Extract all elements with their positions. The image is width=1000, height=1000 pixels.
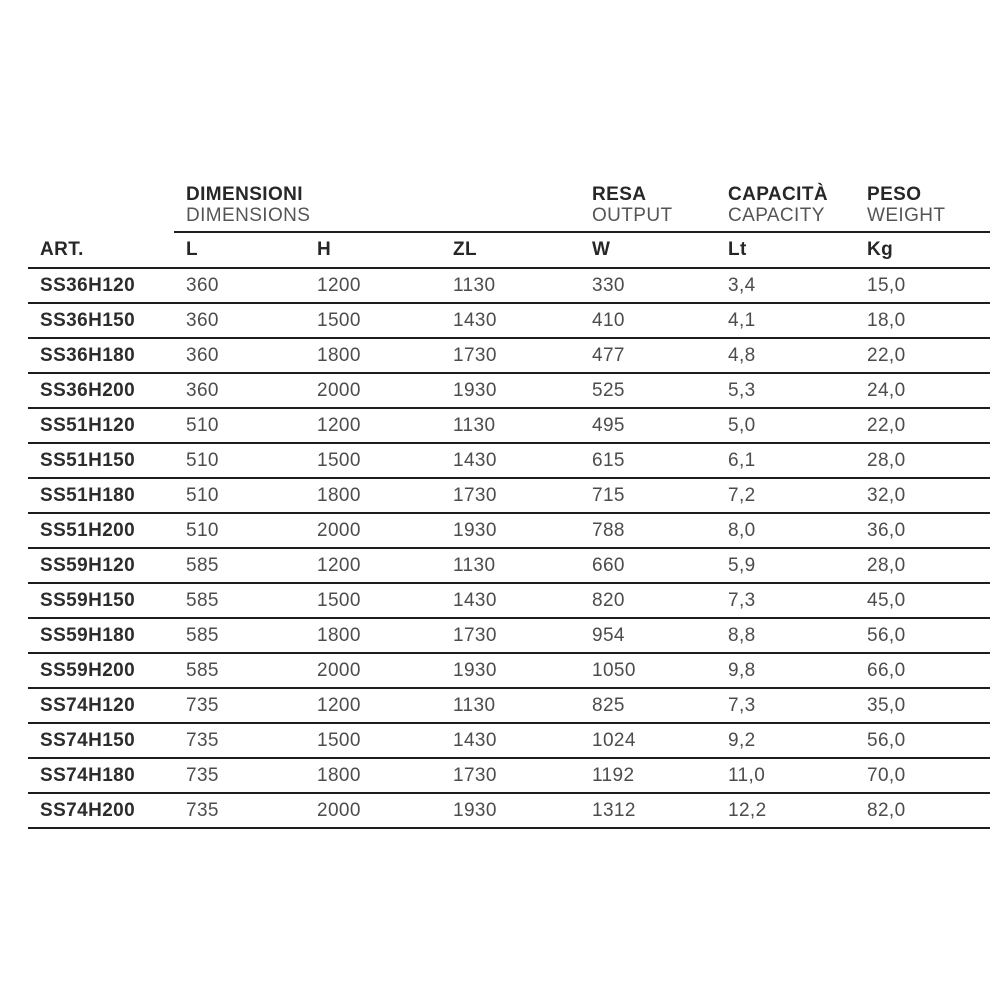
l-cell: 510	[174, 478, 305, 513]
art-cell: SS59H150	[28, 583, 174, 618]
lt-cell: 12,2	[716, 793, 855, 828]
zl-cell: 1930	[441, 513, 580, 548]
w-cell: 477	[580, 338, 716, 373]
lt-cell: 6,1	[716, 443, 855, 478]
zl-cell: 1130	[441, 408, 580, 443]
group-weight	[855, 178, 990, 232]
kg-cell: 36,0	[855, 513, 990, 548]
w-cell: 1312	[580, 793, 716, 828]
zl-cell: 1930	[441, 793, 580, 828]
kg-cell: 22,0	[855, 338, 990, 373]
zl-cell: 1430	[441, 723, 580, 758]
l-cell: 510	[174, 513, 305, 548]
table-row	[28, 478, 990, 513]
art-cell: SS36H150	[28, 303, 174, 338]
table-row	[28, 373, 990, 408]
table-row	[28, 408, 990, 443]
table-row	[28, 688, 990, 723]
zl-cell: 1730	[441, 618, 580, 653]
zl-cell: 1430	[441, 583, 580, 618]
table-row	[28, 338, 990, 373]
lt-cell: 7,2	[716, 478, 855, 513]
art-cell: SS36H200	[28, 373, 174, 408]
column-header-lt: Lt	[716, 232, 855, 268]
art-cell: SS74H200	[28, 793, 174, 828]
w-cell: 820	[580, 583, 716, 618]
table-row	[28, 548, 990, 583]
kg-cell: 22,0	[855, 408, 990, 443]
group-weight-subtitle: WEIGHT	[867, 205, 946, 226]
column-header-w: W	[580, 232, 716, 268]
kg-cell: 18,0	[855, 303, 990, 338]
spec-table	[28, 178, 990, 829]
group-header-spacer	[28, 178, 174, 232]
zl-cell: 1730	[441, 478, 580, 513]
w-cell: 1024	[580, 723, 716, 758]
l-cell: 735	[174, 723, 305, 758]
kg-cell: 70,0	[855, 758, 990, 793]
art-cell: SS74H180	[28, 758, 174, 793]
h-cell: 1200	[305, 268, 441, 303]
table-row	[28, 583, 990, 618]
art-cell: SS51H180	[28, 478, 174, 513]
l-cell: 360	[174, 268, 305, 303]
l-cell: 585	[174, 618, 305, 653]
art-cell: SS74H120	[28, 688, 174, 723]
w-cell: 954	[580, 618, 716, 653]
zl-cell: 1130	[441, 688, 580, 723]
column-header-art: ART.	[28, 232, 174, 268]
w-cell: 410	[580, 303, 716, 338]
lt-cell: 3,4	[716, 268, 855, 303]
group-capacity-title: CAPACITÀ	[728, 184, 828, 205]
h-cell: 2000	[305, 373, 441, 408]
l-cell: 585	[174, 583, 305, 618]
h-cell: 1800	[305, 758, 441, 793]
w-cell: 525	[580, 373, 716, 408]
lt-cell: 8,0	[716, 513, 855, 548]
h-cell: 2000	[305, 793, 441, 828]
l-cell: 360	[174, 303, 305, 338]
h-cell: 2000	[305, 513, 441, 548]
kg-cell: 28,0	[855, 443, 990, 478]
h-cell: 1500	[305, 583, 441, 618]
art-cell: SS51H150	[28, 443, 174, 478]
table-row	[28, 443, 990, 478]
lt-cell: 8,8	[716, 618, 855, 653]
h-cell: 1200	[305, 548, 441, 583]
w-cell: 788	[580, 513, 716, 548]
lt-cell: 11,0	[716, 758, 855, 793]
art-cell: SS36H180	[28, 338, 174, 373]
kg-cell: 66,0	[855, 653, 990, 688]
table-row	[28, 268, 990, 303]
l-cell: 360	[174, 373, 305, 408]
group-output	[580, 178, 716, 232]
zl-cell: 1930	[441, 373, 580, 408]
kg-cell: 45,0	[855, 583, 990, 618]
h-cell: 1800	[305, 478, 441, 513]
column-header-kg: Kg	[855, 232, 990, 268]
l-cell: 510	[174, 408, 305, 443]
lt-cell: 7,3	[716, 583, 855, 618]
kg-cell: 56,0	[855, 723, 990, 758]
h-cell: 1500	[305, 723, 441, 758]
lt-cell: 9,8	[716, 653, 855, 688]
h-cell: 1500	[305, 443, 441, 478]
table-row	[28, 618, 990, 653]
zl-cell: 1130	[441, 268, 580, 303]
art-cell: SS59H180	[28, 618, 174, 653]
kg-cell: 82,0	[855, 793, 990, 828]
art-cell: SS74H150	[28, 723, 174, 758]
h-cell: 1800	[305, 338, 441, 373]
l-cell: 585	[174, 548, 305, 583]
group-dimensions-title: DIMENSIONI	[186, 184, 303, 205]
lt-cell: 5,0	[716, 408, 855, 443]
zl-cell: 1930	[441, 653, 580, 688]
lt-cell: 4,1	[716, 303, 855, 338]
group-output-title: RESA	[592, 184, 647, 205]
group-header-row	[28, 178, 990, 232]
h-cell: 1800	[305, 618, 441, 653]
w-cell: 615	[580, 443, 716, 478]
table-row	[28, 758, 990, 793]
table-row	[28, 793, 990, 828]
column-header-h: H	[305, 232, 441, 268]
art-cell: SS51H200	[28, 513, 174, 548]
column-header-l: L	[174, 232, 305, 268]
w-cell: 495	[580, 408, 716, 443]
h-cell: 2000	[305, 653, 441, 688]
w-cell: 330	[580, 268, 716, 303]
w-cell: 660	[580, 548, 716, 583]
spec-table-container	[28, 178, 990, 829]
l-cell: 735	[174, 688, 305, 723]
table-row	[28, 723, 990, 758]
art-cell: SS36H120	[28, 268, 174, 303]
table-row	[28, 653, 990, 688]
zl-cell: 1430	[441, 303, 580, 338]
art-cell: SS59H120	[28, 548, 174, 583]
lt-cell: 5,3	[716, 373, 855, 408]
w-cell: 1192	[580, 758, 716, 793]
kg-cell: 56,0	[855, 618, 990, 653]
lt-cell: 9,2	[716, 723, 855, 758]
group-dimensions-subtitle: DIMENSIONS	[186, 205, 311, 226]
lt-cell: 4,8	[716, 338, 855, 373]
lt-cell: 7,3	[716, 688, 855, 723]
w-cell: 825	[580, 688, 716, 723]
w-cell: 715	[580, 478, 716, 513]
column-header-row	[28, 232, 990, 268]
h-cell: 1200	[305, 688, 441, 723]
l-cell: 510	[174, 443, 305, 478]
kg-cell: 28,0	[855, 548, 990, 583]
lt-cell: 5,9	[716, 548, 855, 583]
h-cell: 1200	[305, 408, 441, 443]
zl-cell: 1730	[441, 338, 580, 373]
h-cell: 1500	[305, 303, 441, 338]
table-row	[28, 303, 990, 338]
kg-cell: 15,0	[855, 268, 990, 303]
group-weight-title: PESO	[867, 184, 922, 205]
kg-cell: 35,0	[855, 688, 990, 723]
art-cell: SS51H120	[28, 408, 174, 443]
l-cell: 585	[174, 653, 305, 688]
kg-cell: 32,0	[855, 478, 990, 513]
group-output-subtitle: OUTPUT	[592, 205, 673, 226]
group-capacity-subtitle: CAPACITY	[728, 205, 825, 226]
group-dimensions	[174, 178, 580, 232]
w-cell: 1050	[580, 653, 716, 688]
l-cell: 735	[174, 758, 305, 793]
column-header-zl: ZL	[441, 232, 580, 268]
zl-cell: 1130	[441, 548, 580, 583]
l-cell: 360	[174, 338, 305, 373]
table-row	[28, 513, 990, 548]
l-cell: 735	[174, 793, 305, 828]
zl-cell: 1730	[441, 758, 580, 793]
kg-cell: 24,0	[855, 373, 990, 408]
art-cell: SS59H200	[28, 653, 174, 688]
table-body	[28, 268, 990, 828]
group-capacity	[716, 178, 855, 232]
zl-cell: 1430	[441, 443, 580, 478]
